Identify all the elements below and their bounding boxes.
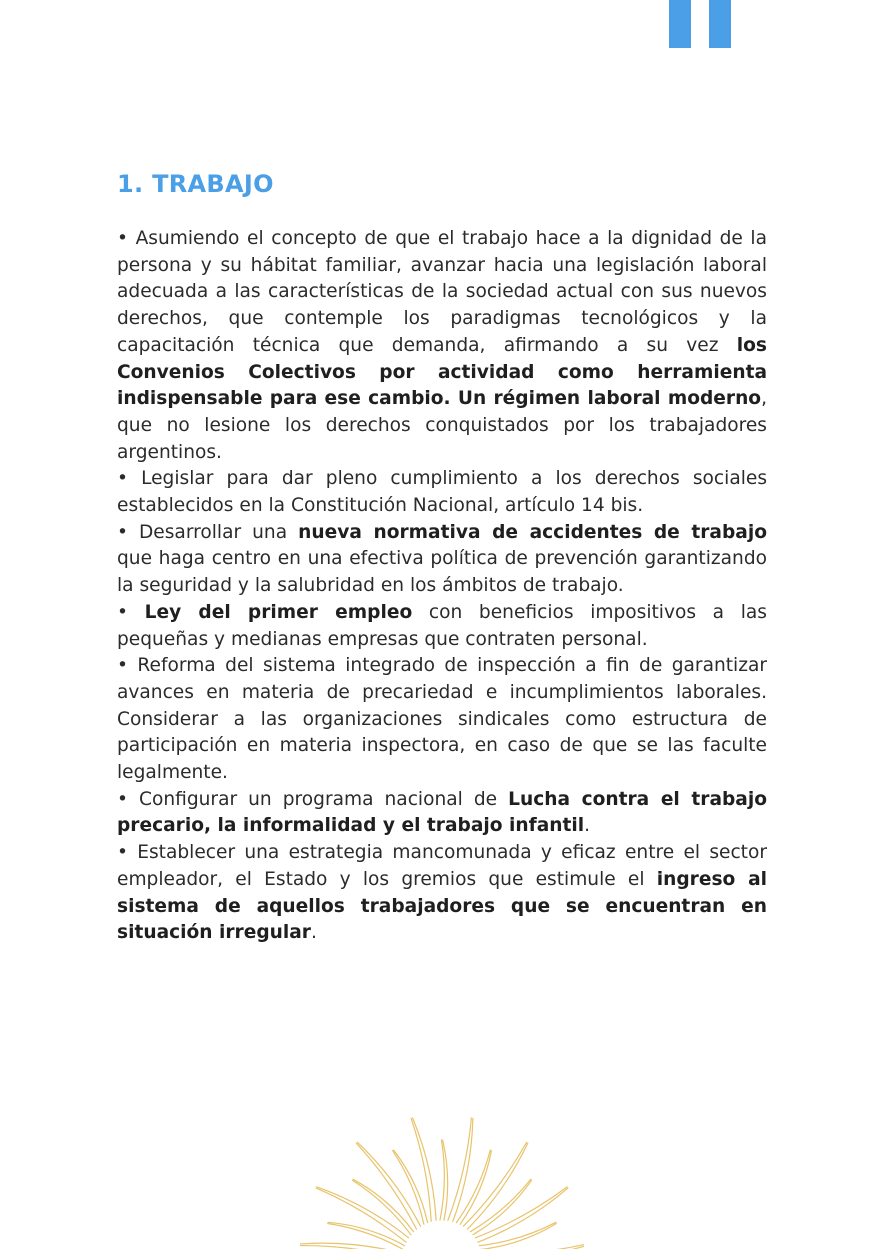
bold-text: los Convenios Colectivos por actividad como herramienta indispensable para ese cambio. Un régimen laboral moderno bbox=[117, 334, 767, 410]
text-run: , que no lesione los derechos conquistados por los trabajadores argentinos. bbox=[117, 388, 767, 463]
bullet-paragraph bbox=[117, 466, 767, 519]
text-run: • Configurar un programa nacional de bbox=[117, 788, 509, 810]
sun-ray bbox=[328, 1224, 404, 1249]
section-title: 1. TRABAJO bbox=[117, 170, 274, 198]
text-run: • Reforma del sistema integrado de inspección a fin de garantizar avances en materia de precariedad e incumplimientos laborales. Considerar a las organizaciones sindicales como estructura de participación en materia inspectora, en caso de que se las faculte legalmente. bbox=[117, 655, 767, 784]
sun-ray bbox=[479, 1222, 556, 1245]
sun-ray bbox=[456, 1150, 490, 1223]
sun-ray bbox=[411, 1118, 431, 1221]
sun-ray bbox=[352, 1180, 411, 1235]
text-run: con beneficios impositivos a las pequeñas y medianas empresas que contraten personal. bbox=[117, 601, 767, 650]
bullet-paragraph bbox=[117, 520, 767, 600]
text-run: • bbox=[117, 601, 145, 623]
text-run: • Establecer una estrategia mancomunada y eficaz entre el sector empleador, el Estado y los gremios que estimule el bbox=[117, 842, 767, 890]
sun-ray bbox=[300, 1246, 402, 1249]
sun-ray bbox=[464, 1142, 527, 1226]
bold-text: Lucha contra el trabajo precario, la informalidad y el trabajo infantil bbox=[117, 788, 767, 837]
text-run: que haga centro en una efectiva política de prevención garantizando la seguridad y la salubridad en los ámbitos de trabajo. bbox=[117, 548, 767, 597]
bullet-paragraph bbox=[117, 226, 767, 466]
text-run: . bbox=[584, 815, 591, 837]
text-run: . bbox=[310, 922, 317, 944]
body-text bbox=[117, 226, 767, 947]
bar-right bbox=[709, 0, 731, 48]
bold-text: ingreso al sistema de aquellos trabajadores que se encuentran en situación irregular bbox=[117, 868, 767, 944]
sun-ray bbox=[470, 1179, 530, 1231]
bar-left bbox=[669, 0, 691, 48]
double-bar-icon bbox=[669, 0, 731, 48]
sun-ray bbox=[440, 1140, 444, 1220]
bullet-paragraph bbox=[117, 787, 767, 840]
text-run: • Desarrollar una bbox=[117, 521, 299, 543]
sun-rays-icon bbox=[300, 1110, 584, 1249]
bold-text: Ley del primer empleo bbox=[144, 601, 413, 623]
bold-text: nueva normativa de accidentes de trabajo bbox=[298, 521, 767, 543]
bullet-paragraph bbox=[117, 653, 767, 787]
text-run: • Asumiendo el concepto de que el trabajo hace a la dignidad de la persona y su hábitat familiar, avanzar hacia una legislación laboral adecuada a las características de la sociedad actual con sus nuevos derechos, que contemple los paradigmas tecnológicos y la capacitación técnica que demanda, afirmando a su vez bbox=[117, 228, 767, 356]
bullet-paragraph bbox=[117, 840, 767, 947]
bullet-paragraph bbox=[117, 600, 767, 653]
sun-ray bbox=[316, 1188, 406, 1242]
text-run: • Legislar para dar pleno cumplimiento a los derechos sociales establecidos en la Constitución Nacional, artículo 14 bis. bbox=[117, 468, 767, 517]
